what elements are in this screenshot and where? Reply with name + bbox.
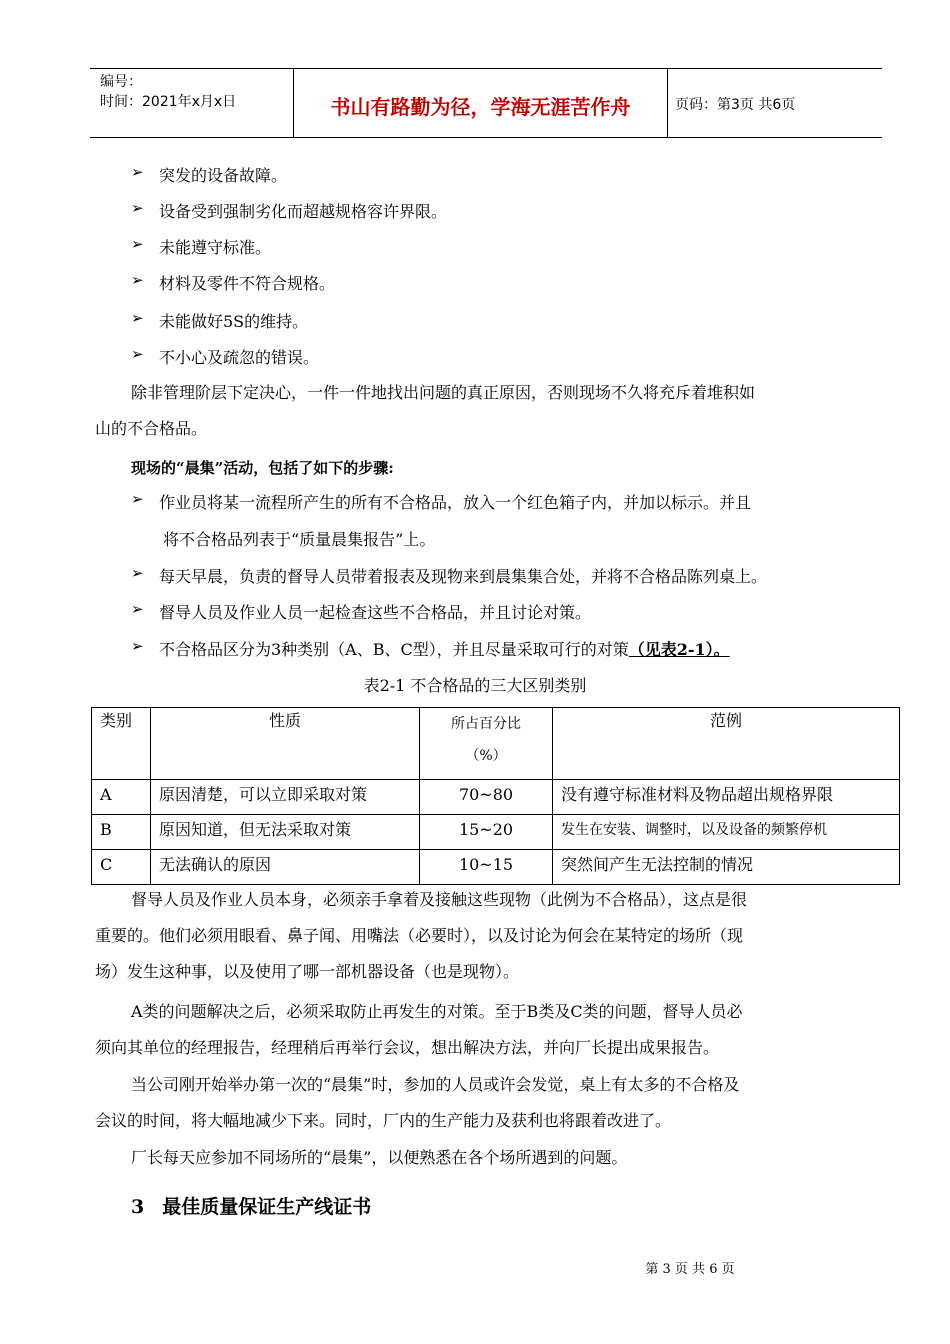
- table-header-row: [92, 708, 900, 780]
- arrow-bullet-icon: ➢: [131, 564, 144, 582]
- header-page-cell: [667, 69, 882, 137]
- table-reference: （见表2-1）。: [628, 640, 730, 659]
- arrow-bullet-icon: ➢: [131, 345, 144, 363]
- header-cell: 范例: [553, 708, 900, 780]
- table-row: A 原因清楚，可以立即采取对策 70~80 没有遵守标准材料及物品超出规格界限: [92, 780, 900, 815]
- section-number: 3: [131, 1196, 145, 1218]
- table-row: C 无法确认的原因 10~15 突然间产生无法控制的情况: [92, 850, 900, 885]
- header-motto-cell: [293, 69, 668, 137]
- table-caption: 表2-1 不合格品的三大区别类别: [363, 676, 587, 695]
- section-title: 最佳质量保证生产线证书: [162, 1196, 372, 1218]
- arrow-bullet-icon: ➢: [131, 490, 144, 508]
- arrow-bullet-icon: ➢: [131, 600, 144, 618]
- arrow-bullet-icon: ➢: [131, 199, 144, 217]
- section-heading: 现场的“晨集”活动，包括了如下的步骤:: [131, 459, 394, 477]
- header-cell: 类别: [92, 708, 151, 780]
- footer-page-number: 第 3 页 共 6 页: [645, 1262, 735, 1277]
- paragraph-3: A类的问题解决之后，必须采取防止再发生的对策。至于B类及C类的问题，督导人员必 须向其单位的经理报告，经理稍后再举行会议，想出解决方法，并向厂长提出成果报告。: [95, 1002, 743, 1057]
- table-row: B 原因知道，但无法采取对策 15~20 发生在安装、调整时，以及设备的频繁停机: [92, 815, 900, 850]
- arrow-bullet-icon: ➢: [131, 235, 144, 253]
- header-cell: 性质: [151, 708, 420, 780]
- serial-label: 编号：: [100, 74, 142, 90]
- arrow-bullet-icon: ➢: [131, 163, 144, 181]
- arrow-bullet-icon: ➢: [131, 637, 144, 655]
- page-label: 页码：第3页 共6页: [675, 97, 796, 113]
- section-3-heading: [131, 1192, 371, 1219]
- defect-category-table: [91, 707, 900, 885]
- arrow-bullet-icon: ➢: [131, 271, 144, 289]
- arrow-bullet-icon: ➢: [131, 309, 144, 327]
- header-left-cell: [90, 69, 293, 137]
- page-header: [90, 68, 882, 138]
- header-cell: 所占百分比 （%）: [420, 708, 553, 780]
- time-label: 时间：2021年x月x日: [100, 94, 237, 110]
- paragraph-1: 除非管理阶层下定决心，一件一件地找出问题的真正原因，否则现场不久将充斥着堆积如 山的不合格品。: [95, 383, 756, 438]
- paragraph-4: 当公司刚开始举办第一次的“晨集”时，参加的人员或许会发觉，桌上有太多的不合格及 会议的时间，将大幅地减少下来。同时，厂内的生产能力及获利也将跟着改进了。: [95, 1075, 740, 1130]
- motto: 书山有路勤为径，学海无涯苦作舟: [330, 95, 631, 119]
- paragraph-5: 厂长每天应参加不同场所的“晨集”，以便熟悉在各个场所遇到的问题。: [131, 1148, 628, 1167]
- page-footer: [0, 1258, 950, 1277]
- paragraph-2: 督导人员及作业人员本身，必须亲手拿着及接触这些现物（此例为不合格品），这点是很 重要的。他们必须用眼看、鼻子闻、用嘴法（必要时），以及讨论为何会在某特定的场所（现 场）发生这种事，以及使用了哪一部机器设备（也是现物）。: [95, 890, 748, 981]
